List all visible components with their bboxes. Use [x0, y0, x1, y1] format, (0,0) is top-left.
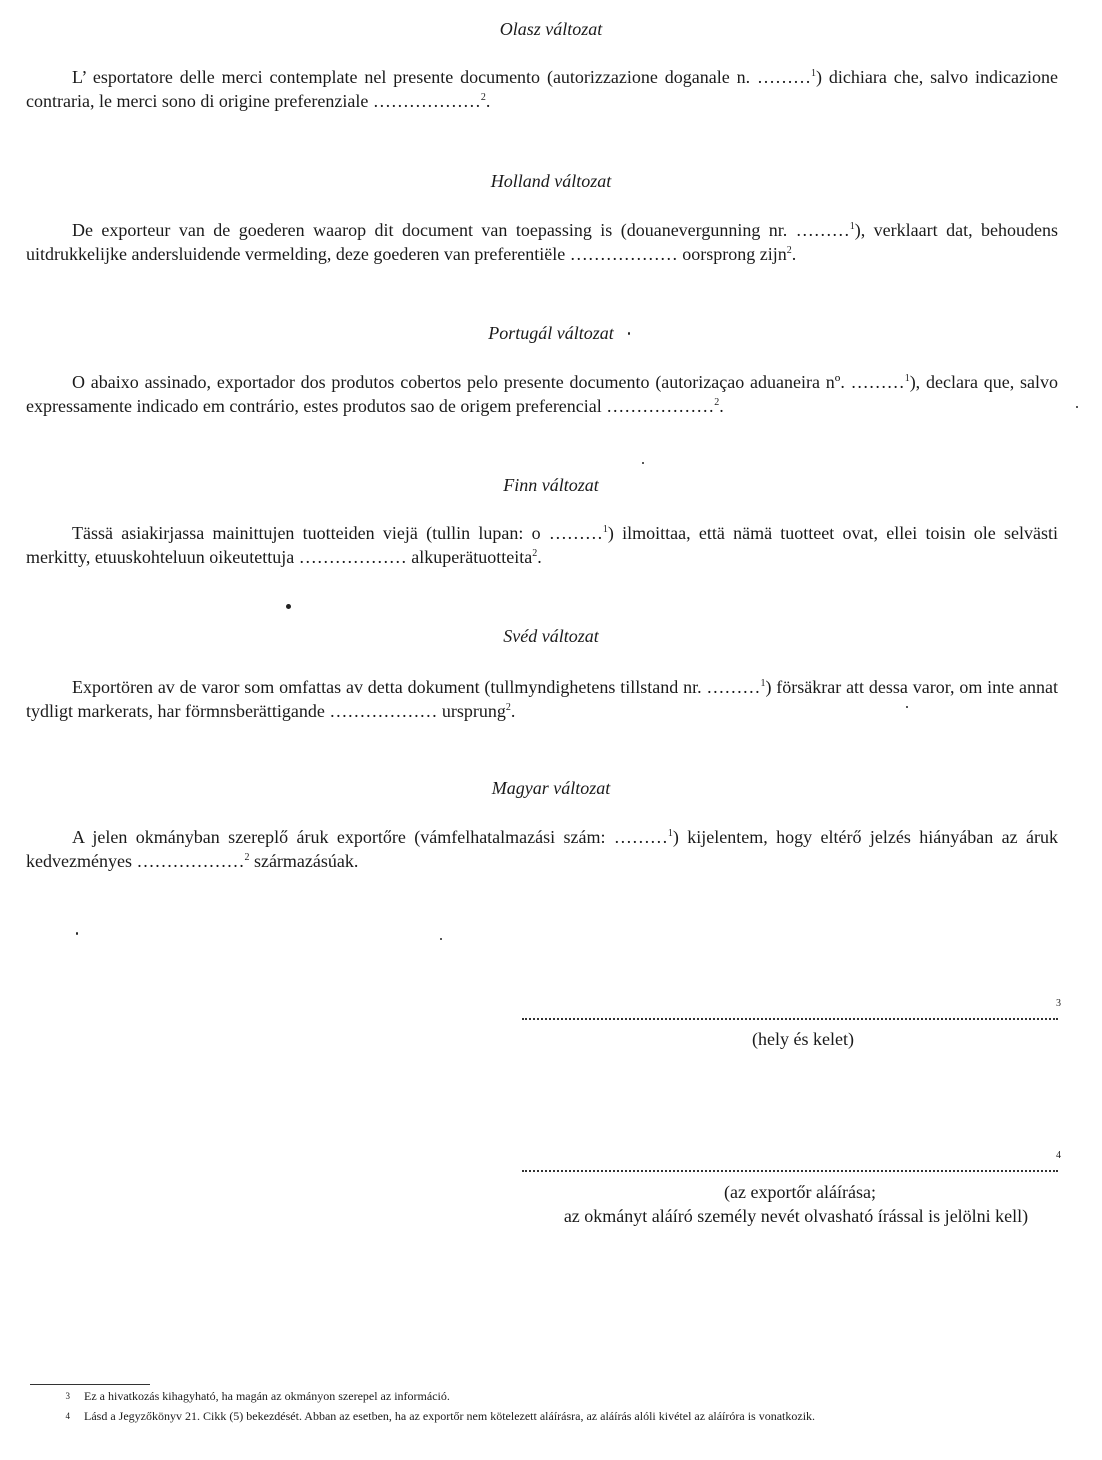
heading-portugal: Portugál változat — [488, 323, 614, 343]
paragraph-portugal — [26, 370, 1058, 418]
footnote-text: Ez a hivatkozás kihagyható, ha magán az okmányon szerepel az információ. — [84, 1389, 450, 1403]
paragraph-text: . — [537, 547, 542, 567]
paragraph-text: ) försäkrar att dessa varor, om inte annat tydligt markerats, har förmnsberättigande ……………… ursprung — [26, 677, 1058, 721]
paragraph-text: ) kijelentem, hogy eltérő jelzés hiányában az áruk kedvezményes ……………… — [26, 827, 1058, 871]
paragraph-text: De exporteur van de goederen waarop dit document van toepassing is (douanevergunning nr. ……… — [72, 220, 850, 240]
paragraph-magyar — [26, 825, 1058, 873]
paragraph-holland — [26, 218, 1058, 266]
footnote-ref: 2 — [786, 245, 792, 256]
paragraph-olasz — [26, 65, 1058, 113]
paragraph-sved — [26, 675, 1058, 723]
heading-sved: Svéd változat — [503, 626, 599, 646]
signature-label: (az exportőr aláírása; — [724, 1182, 876, 1202]
signature-line — [522, 1170, 1058, 1172]
paragraph-text: . — [719, 396, 724, 416]
paragraph-text: L’ esportatore delle merci contemplate nel presente documento (autorizzazione doganale n. ……… — [72, 67, 812, 87]
footnote-ref: 1 — [760, 678, 766, 689]
paragraph-text: ), declara que, salvo expressamente indicado em contrário, estes produtos sao de origem preferencial ……………… — [26, 372, 1059, 416]
signature-instruction: az okmányt aláíró személy nevét olvasható írással is jelölni kell) — [563, 1206, 1029, 1226]
scan-speck — [906, 706, 908, 708]
footnote-ref: 2 — [505, 702, 511, 713]
paragraph-text: O abaixo assinado, exportador dos produtos cobertos pelo presente documento (autorizaçao aduaneira nº. ……… — [72, 372, 905, 392]
place-date-label: (hely és kelet) — [752, 1029, 854, 1049]
footnote-ref: 2 — [714, 397, 720, 408]
signature-footnote-ref: 4 — [1056, 1150, 1061, 1161]
place-date-line — [522, 1018, 1058, 1020]
paragraph-text: Exportören av de varor som omfattas av detta dokument (tullmyndighetens tillstand nr. ……… — [72, 677, 761, 697]
footnote-text: Lásd a Jegyzőkönyv 21. Cikk (5) bekezdését. Abban az esetben, ha az exportőr nem kötelezett aláírásra, az aláírás alóli kivétel az aláíróra is vonatkozik. — [84, 1409, 816, 1423]
footnote-separator — [30, 1384, 150, 1385]
footnote-ref: 2 — [480, 92, 486, 103]
heading-magyar: Magyar változat — [491, 778, 611, 798]
scan-speck — [440, 938, 442, 940]
footnote-number: 3 — [65, 1391, 70, 1401]
scan-speck — [628, 332, 630, 335]
heading-holland: Holland változat — [490, 171, 612, 191]
footnote-ref: 1 — [811, 68, 817, 79]
paragraph-text: származásúak. — [249, 851, 359, 871]
scan-speck — [642, 462, 644, 464]
footnote-4 — [30, 1408, 1090, 1424]
paragraph-text: ) ilmoittaa, että nämä tuotteet ovat, ellei toisin ole selvästi merkitty, etuuskohteluun oikeutettuja ……………… alkuperätuotteita — [26, 523, 1058, 567]
paragraph-text: . — [791, 244, 797, 264]
footnote-ref: 1 — [849, 221, 855, 232]
footnote-number: 4 — [65, 1411, 70, 1421]
footnote-ref: 1 — [667, 828, 673, 839]
heading-olasz: Olasz változat — [499, 19, 603, 39]
paragraph-text: Tässä asiakirjassa mainittujen tuotteiden viejä (tullin lupan: o ……… — [72, 523, 603, 543]
paragraph-finn — [26, 521, 1058, 569]
footnote-3 — [30, 1388, 1090, 1404]
footnote-ref: 1 — [602, 524, 608, 535]
scan-speck — [286, 604, 291, 609]
footnote-ref: 2 — [532, 548, 538, 559]
paragraph-text: . — [510, 701, 516, 721]
heading-finn: Finn változat — [503, 475, 599, 495]
paragraph-text: A jelen okmányban szereplő áruk exportőre (vámfelhatalmazási szám: ……… — [72, 827, 668, 847]
place-footnote-ref: 3 — [1056, 998, 1061, 1009]
paragraph-text: ) dichiara che, salvo indicazione contraria, le merci sono di origine preferenziale ……………… — [26, 67, 1058, 111]
footnote-ref: 1 — [904, 373, 910, 384]
paragraph-text: ), verklaart dat, behoudens uitdrukkelijke andersluidende vermelding, deze goederen van preferentiële ……………… oorsprong zijn — [26, 220, 1058, 264]
paragraph-text: . — [485, 91, 491, 111]
scan-speck — [76, 932, 78, 935]
scan-speck — [1076, 406, 1078, 408]
footnote-ref: 2 — [244, 852, 250, 863]
